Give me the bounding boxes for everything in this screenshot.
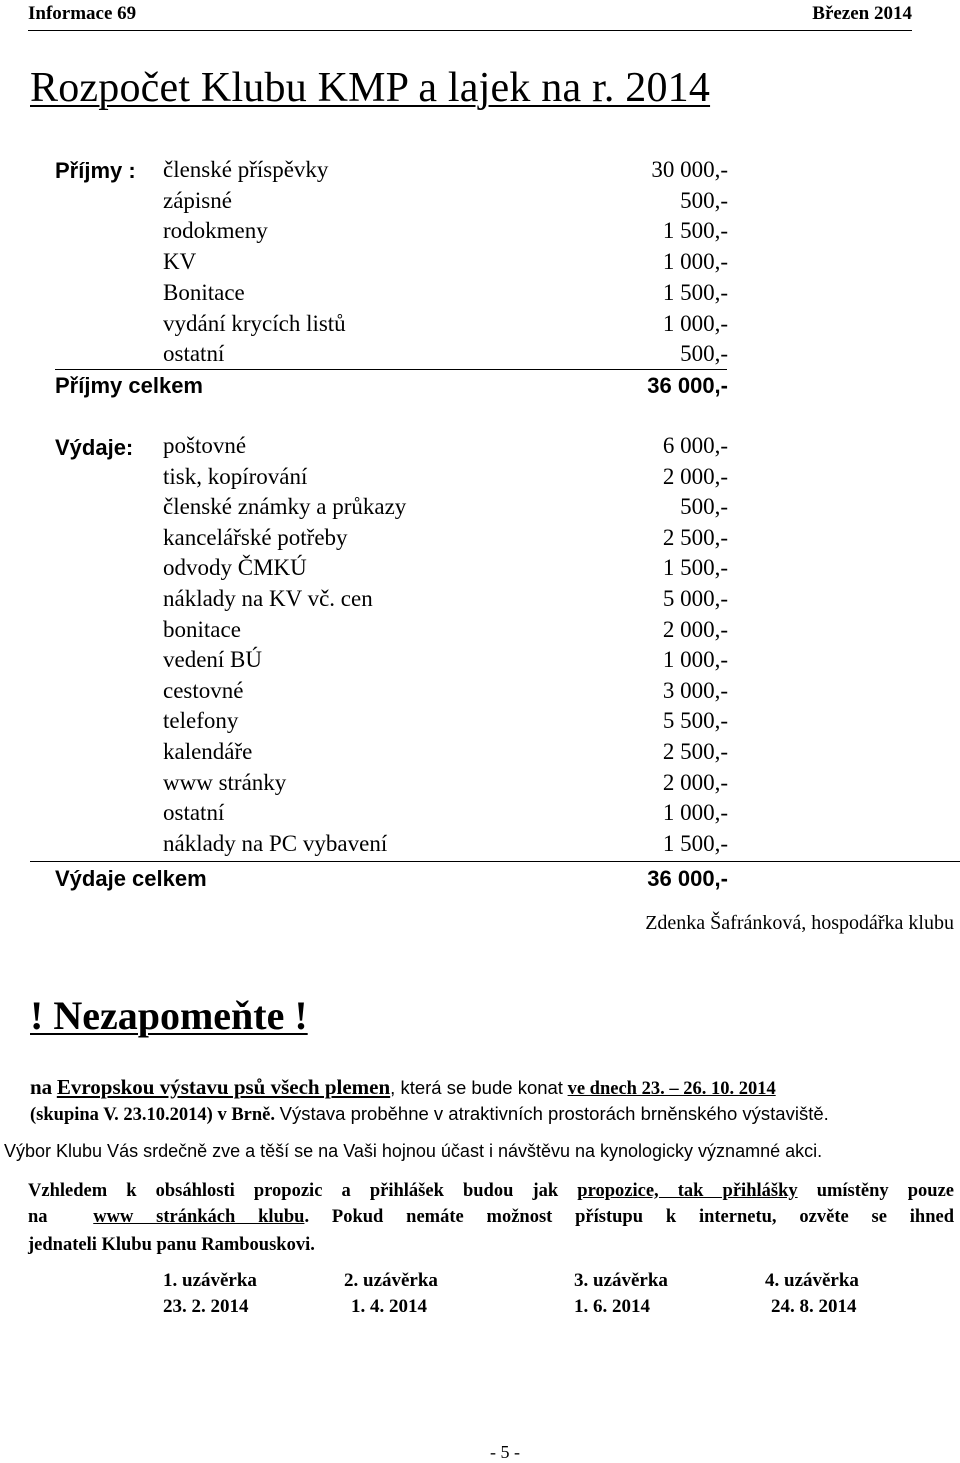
budget-row bbox=[0, 708, 960, 739]
budget-row bbox=[0, 433, 960, 464]
budget-item-name: cestovné bbox=[163, 677, 244, 703]
budget-item-amount: 500,- bbox=[680, 187, 728, 213]
info-text-2: umístěny pouze bbox=[816, 1181, 955, 1201]
page-title: Rozpočet Klubu KMP a lajek na r. 2014 bbox=[30, 65, 711, 111]
budget-item-amount: 2 000,- bbox=[662, 463, 728, 489]
budget-item-name: členské známky a průkazy bbox=[163, 494, 407, 520]
event-line bbox=[30, 1075, 776, 1100]
event-name: Evropskou výstavu psů všech plemen bbox=[56, 1075, 391, 1099]
budget-row bbox=[0, 218, 960, 249]
budget-item-amount: 1 000,- bbox=[662, 647, 728, 673]
info-text-na: na bbox=[28, 1207, 48, 1227]
budget-item-name: náklady na PC vybavení bbox=[163, 830, 388, 856]
budget-row bbox=[0, 311, 960, 342]
budget-row bbox=[0, 831, 960, 862]
budget-row bbox=[0, 188, 960, 219]
info-para-line1 bbox=[28, 1181, 954, 1202]
budget-item-amount: 1 500,- bbox=[662, 218, 728, 244]
info-para-line3: jednateli Klubu panu Rambouskovi. bbox=[28, 1235, 315, 1255]
budget-item-name: Bonitace bbox=[163, 279, 245, 305]
budget-item-amount: 1 000,- bbox=[662, 310, 728, 336]
budget-item-amount: 1 500,- bbox=[662, 279, 728, 305]
budget-item-amount: 2 500,- bbox=[662, 739, 728, 764]
income-total-label: Příjmy celkem bbox=[55, 373, 203, 398]
budget-item-amount: 1 500,- bbox=[662, 830, 728, 856]
budget-row bbox=[0, 739, 960, 770]
budget-item-name: vydání krycích listů bbox=[163, 310, 346, 336]
budget-item-name: kancelářské potřeby bbox=[163, 524, 348, 550]
deadline-4-date: 24. 8. 2014 bbox=[771, 1296, 857, 1317]
budget-item-amount: 500,- bbox=[680, 341, 728, 367]
budget-row bbox=[0, 647, 960, 678]
budget-item-amount: 5 500,- bbox=[662, 708, 728, 734]
deadline-3-date: 1. 6. 2014 bbox=[574, 1296, 650, 1317]
budget-item-name: KV bbox=[163, 249, 197, 275]
budget-item-amount: 500,- bbox=[680, 494, 728, 520]
budget-item-name: tisk, kopírování bbox=[163, 463, 308, 489]
budget-item-amount: 2 500,- bbox=[662, 524, 728, 550]
budget-item-name: kalendáře bbox=[163, 739, 253, 764]
invitation-text: Výbor Klubu Vás srdečně zve a těší se na Vaši hojnou účast i návštěvu na kynologicky významné akci. bbox=[4, 1141, 823, 1161]
expenses-total-value: 36 000,- bbox=[647, 866, 728, 891]
budget-row bbox=[0, 464, 960, 495]
income-label: Příjmy : bbox=[55, 158, 136, 183]
budget-item-name: vedení BÚ bbox=[163, 647, 263, 673]
info-text-3: . Pokud nemáte možnost přístupu k internetu, ozvěte se ihned bbox=[304, 1207, 954, 1227]
deadline-4-label: 4. uzávěrka bbox=[765, 1270, 859, 1291]
signature: Zdenka Šafránková, hospodářka klubu bbox=[645, 912, 954, 934]
budget-row bbox=[0, 555, 960, 586]
notice-title: ! Nezapomeňte ! bbox=[30, 993, 308, 1038]
expenses-label: Výdaje: bbox=[55, 435, 134, 460]
info-para-line2 bbox=[28, 1207, 954, 1228]
issue-label: Informace 69 bbox=[28, 3, 137, 24]
expenses-divider bbox=[30, 861, 960, 862]
deadline-1-date: 23. 2. 2014 bbox=[163, 1296, 249, 1317]
budget-row bbox=[0, 617, 960, 648]
income-divider bbox=[55, 369, 727, 370]
income-total-value: 36 000,- bbox=[647, 373, 728, 398]
budget-item-name: členské příspěvky bbox=[163, 157, 329, 182]
budget-item-name: bonitace bbox=[163, 616, 241, 642]
deadline-2-date: 1. 4. 2014 bbox=[351, 1296, 427, 1317]
budget-item-amount: 6 000,- bbox=[662, 433, 728, 458]
budget-item-amount: 2 000,- bbox=[662, 616, 728, 642]
budget-item-name: ostatní bbox=[163, 341, 225, 367]
event-line-2 bbox=[30, 1103, 829, 1126]
budget-item-name: www stránky bbox=[163, 769, 287, 795]
budget-item-amount: 3 000,- bbox=[662, 677, 728, 703]
budget-row bbox=[0, 341, 960, 372]
event-group: (skupina V. 23.10.2014) v Brně. bbox=[30, 1105, 276, 1125]
deadline-2-label: 2. uzávěrka bbox=[344, 1270, 438, 1291]
budget-item-amount: 2 000,- bbox=[662, 769, 728, 795]
page-header bbox=[28, 0, 912, 31]
propozice-link[interactable]: propozice, tak přihlášky bbox=[577, 1181, 798, 1201]
budget-item-amount: 1 000,- bbox=[662, 249, 728, 275]
budget-item-name: zápisné bbox=[163, 187, 232, 213]
budget-row bbox=[0, 249, 960, 280]
budget-row bbox=[0, 494, 960, 525]
budget-row bbox=[0, 525, 960, 556]
budget-row bbox=[0, 157, 960, 188]
budget-item-name: rodokmeny bbox=[163, 218, 268, 244]
deadline-3-label: 3. uzávěrka bbox=[574, 1270, 668, 1291]
budget-item-name: odvody ČMKÚ bbox=[163, 555, 307, 581]
event-mid: , která se bude konat bbox=[390, 1077, 563, 1098]
deadline-1-label: 1. uzávěrka bbox=[163, 1270, 257, 1291]
budget-item-amount: 1 500,- bbox=[662, 555, 728, 581]
budget-row bbox=[0, 678, 960, 709]
budget-item-amount: 5 000,- bbox=[662, 586, 728, 611]
budget-row bbox=[0, 280, 960, 311]
expenses-total-label: Výdaje celkem bbox=[55, 866, 207, 891]
budget-item-amount: 30 000,- bbox=[651, 157, 728, 182]
event-venue: Výstava proběhne v atraktivních prostorách brněnského výstaviště. bbox=[279, 1103, 829, 1124]
web-link[interactable]: www stránkách klubu bbox=[93, 1207, 305, 1227]
budget-item-name: ostatní bbox=[163, 800, 225, 826]
event-dates: ve dnech 23. – 26. 10. 2014 bbox=[567, 1079, 776, 1099]
page-number: - 5 - bbox=[490, 1442, 520, 1462]
budget-item-amount: 1 000,- bbox=[662, 800, 728, 826]
issue-date: Březen 2014 bbox=[812, 3, 912, 24]
budget-item-name: náklady na KV vč. cen bbox=[163, 586, 373, 611]
budget-item-name: telefony bbox=[163, 708, 239, 734]
budget-row bbox=[0, 770, 960, 801]
event-na: na bbox=[30, 1075, 53, 1099]
budget-row bbox=[0, 800, 960, 831]
info-text-1: Vzhledem k obsáhlosti propozic a přihlášek budou jak bbox=[28, 1181, 559, 1201]
budget-row bbox=[0, 586, 960, 617]
budget-item-name: poštovné bbox=[163, 433, 247, 458]
